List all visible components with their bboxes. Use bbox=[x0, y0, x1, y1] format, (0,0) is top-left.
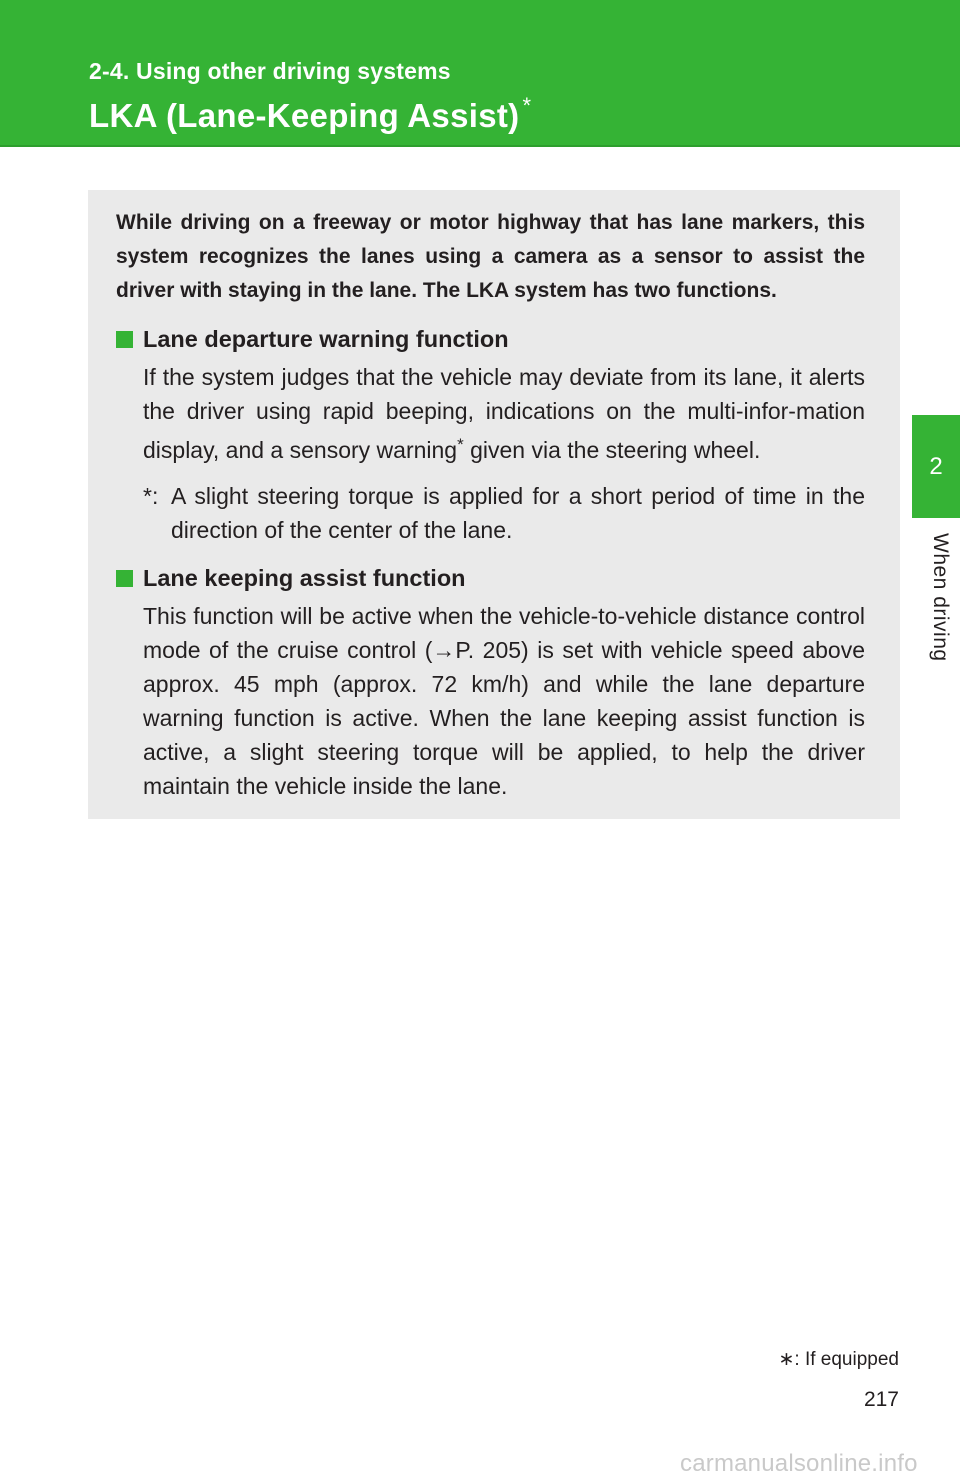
note-mark: *: bbox=[143, 483, 159, 509]
chapter-label: When driving bbox=[929, 533, 952, 662]
note-text: A slight steering torque is applied for a short period of time in the direction of the center of the lane. bbox=[171, 483, 865, 543]
lane-keeping-body: This function will be active when the vehicle-to-vehicle distance control mode of the cruise control (→P. 205) is set with vehicle speed above approx. 45 mph (approx. 72 km/h) and while the lane departure warning function is active. When the lane keeping assist function is active, a slight steering torque will be applied, to help the driver maintain the vehicle inside the lane. bbox=[143, 603, 865, 799]
content-box bbox=[88, 190, 900, 819]
lane-departure-body-text: If the system judges that the vehicle may deviate from its lane, it alerts the driver using rapid beeping, indications on the multi-infor-mation display, and a sensory warning bbox=[143, 364, 865, 463]
page-title bbox=[89, 93, 531, 135]
page-title-text: LKA (Lane-Keeping Assist) bbox=[89, 97, 520, 134]
section-heading-lane-keeping bbox=[116, 561, 865, 595]
header-divider bbox=[0, 145, 960, 147]
lane-departure-body bbox=[143, 360, 865, 467]
intro-paragraph: While driving on a freeway or motor highway that has lane markers, this system recognizes the lanes using a camera as a sensor to assist the driver with staying in the lane. The LKA system has two functions. bbox=[116, 211, 865, 302]
chapter-number: 2 bbox=[929, 452, 943, 480]
lane-departure-note bbox=[143, 479, 865, 547]
square-bullet-icon bbox=[116, 570, 133, 587]
section-heading-text: Lane departure warning function bbox=[143, 326, 509, 352]
page-number: 217 bbox=[863, 1388, 899, 1411]
if-equipped-mark: * bbox=[522, 93, 532, 118]
section-label: 2-4. Using other driving systems bbox=[89, 58, 451, 84]
section-heading-lane-departure bbox=[116, 322, 865, 356]
section-heading-text: Lane keeping assist function bbox=[143, 565, 466, 591]
square-bullet-icon bbox=[116, 331, 133, 348]
footnote-mark: * bbox=[457, 435, 464, 454]
if-equipped-footnote: ∗: If equipped bbox=[778, 1349, 899, 1370]
lane-departure-body-text-end: given via the steering wheel. bbox=[463, 437, 761, 463]
chapter-tab[interactable] bbox=[912, 415, 960, 518]
watermark: carmanualsonline.info bbox=[680, 1450, 918, 1477]
